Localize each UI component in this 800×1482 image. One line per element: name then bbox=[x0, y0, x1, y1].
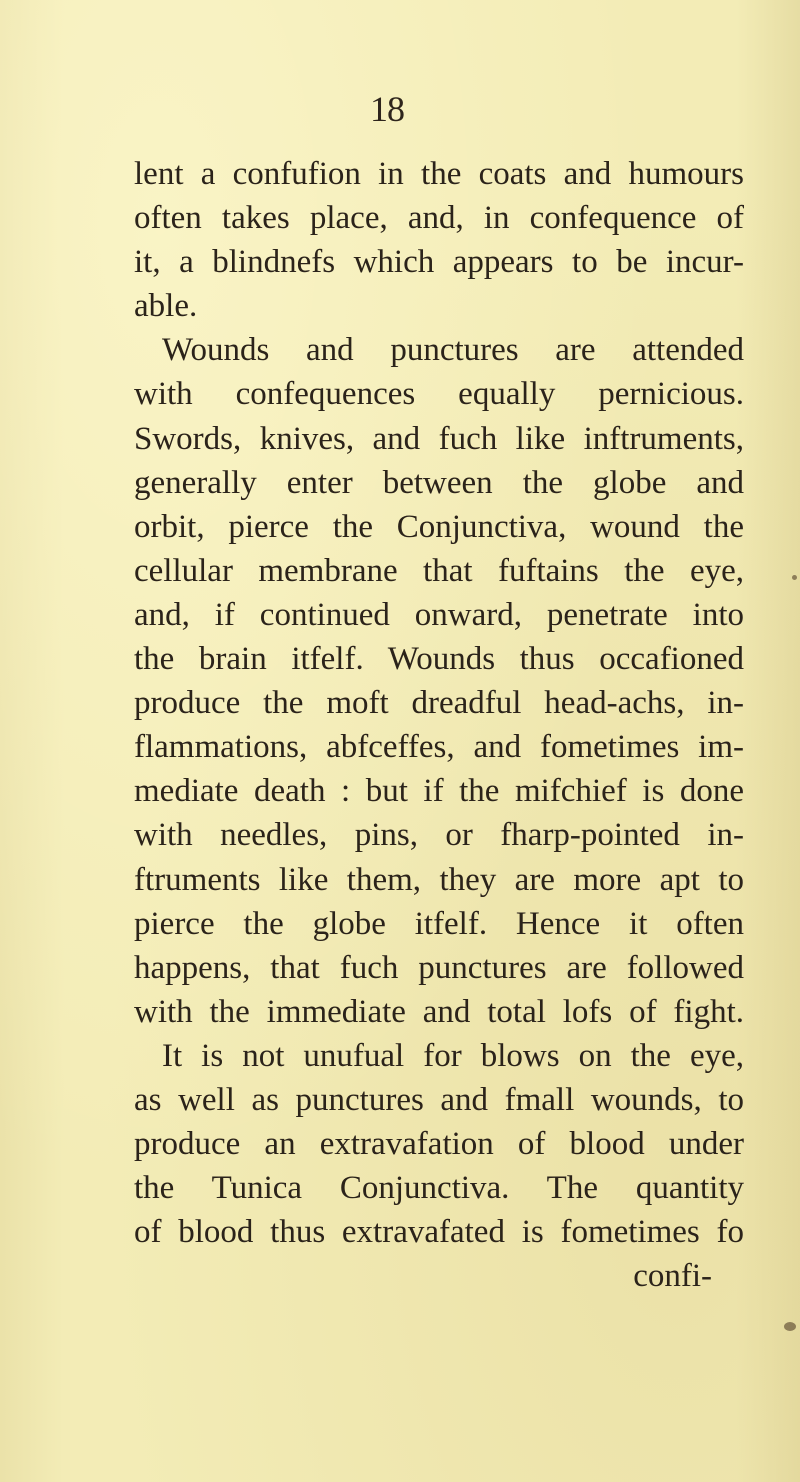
text-line: orbit, pierce the Conjunctiva, wound the bbox=[134, 508, 744, 545]
text-line: Swords, knives, and fuch like inftruments, bbox=[134, 420, 744, 457]
body-text bbox=[134, 152, 744, 1298]
text-line: it, a blindnefs which appears to be incur- bbox=[134, 244, 744, 281]
text-line: often takes place, and, in confequence of bbox=[134, 200, 744, 237]
text-line: lent a confufion in the coats and humours bbox=[134, 156, 744, 192]
text-line: the brain itfelf. Wounds thus occafioned bbox=[134, 641, 744, 678]
text-line: of blood thus extravafated is fometimes fo bbox=[134, 1214, 744, 1251]
ink-speck bbox=[792, 575, 797, 580]
ink-speck bbox=[784, 1322, 796, 1331]
text-line: as well as punctures and fmall wounds, to bbox=[134, 1081, 744, 1118]
text-line: happens, that fuch punctures are followed bbox=[134, 949, 744, 986]
catchword: confi- bbox=[633, 1258, 712, 1295]
text-line: with the immediate and total lofs of fight. bbox=[134, 993, 744, 1030]
text-line: with needles, pins, or fharp-pointed in- bbox=[134, 817, 744, 854]
paragraph-start-line: Wounds and punctures are attended bbox=[162, 332, 744, 369]
text-line: generally enter between the globe and bbox=[134, 464, 744, 501]
text-line: produce an extravafation of blood under bbox=[134, 1126, 744, 1163]
text-line: pierce the globe itfelf. Hence it often bbox=[134, 905, 744, 942]
text-line: produce the moft dreadful head-achs, in- bbox=[134, 685, 744, 722]
text-line: cellular membrane that fuftains the eye, bbox=[134, 552, 744, 589]
text-line: the Tunica Conjunctiva. The quantity bbox=[134, 1170, 744, 1207]
text-line: and, if continued onward, penetrate into bbox=[134, 596, 744, 633]
text-line: ftruments like them, they are more apt to bbox=[134, 861, 744, 898]
text-line: with confequences equally pernicious. bbox=[134, 376, 744, 413]
page-number: 18 bbox=[370, 89, 404, 129]
paragraph-start-line: It is not unufual for blows on the eye, bbox=[162, 1037, 744, 1074]
text-line: mediate death : but if the mifchief is done bbox=[134, 773, 744, 810]
text-line: able. bbox=[134, 288, 198, 325]
text-line: flammations, abfceffes, and fometimes im- bbox=[134, 729, 744, 766]
